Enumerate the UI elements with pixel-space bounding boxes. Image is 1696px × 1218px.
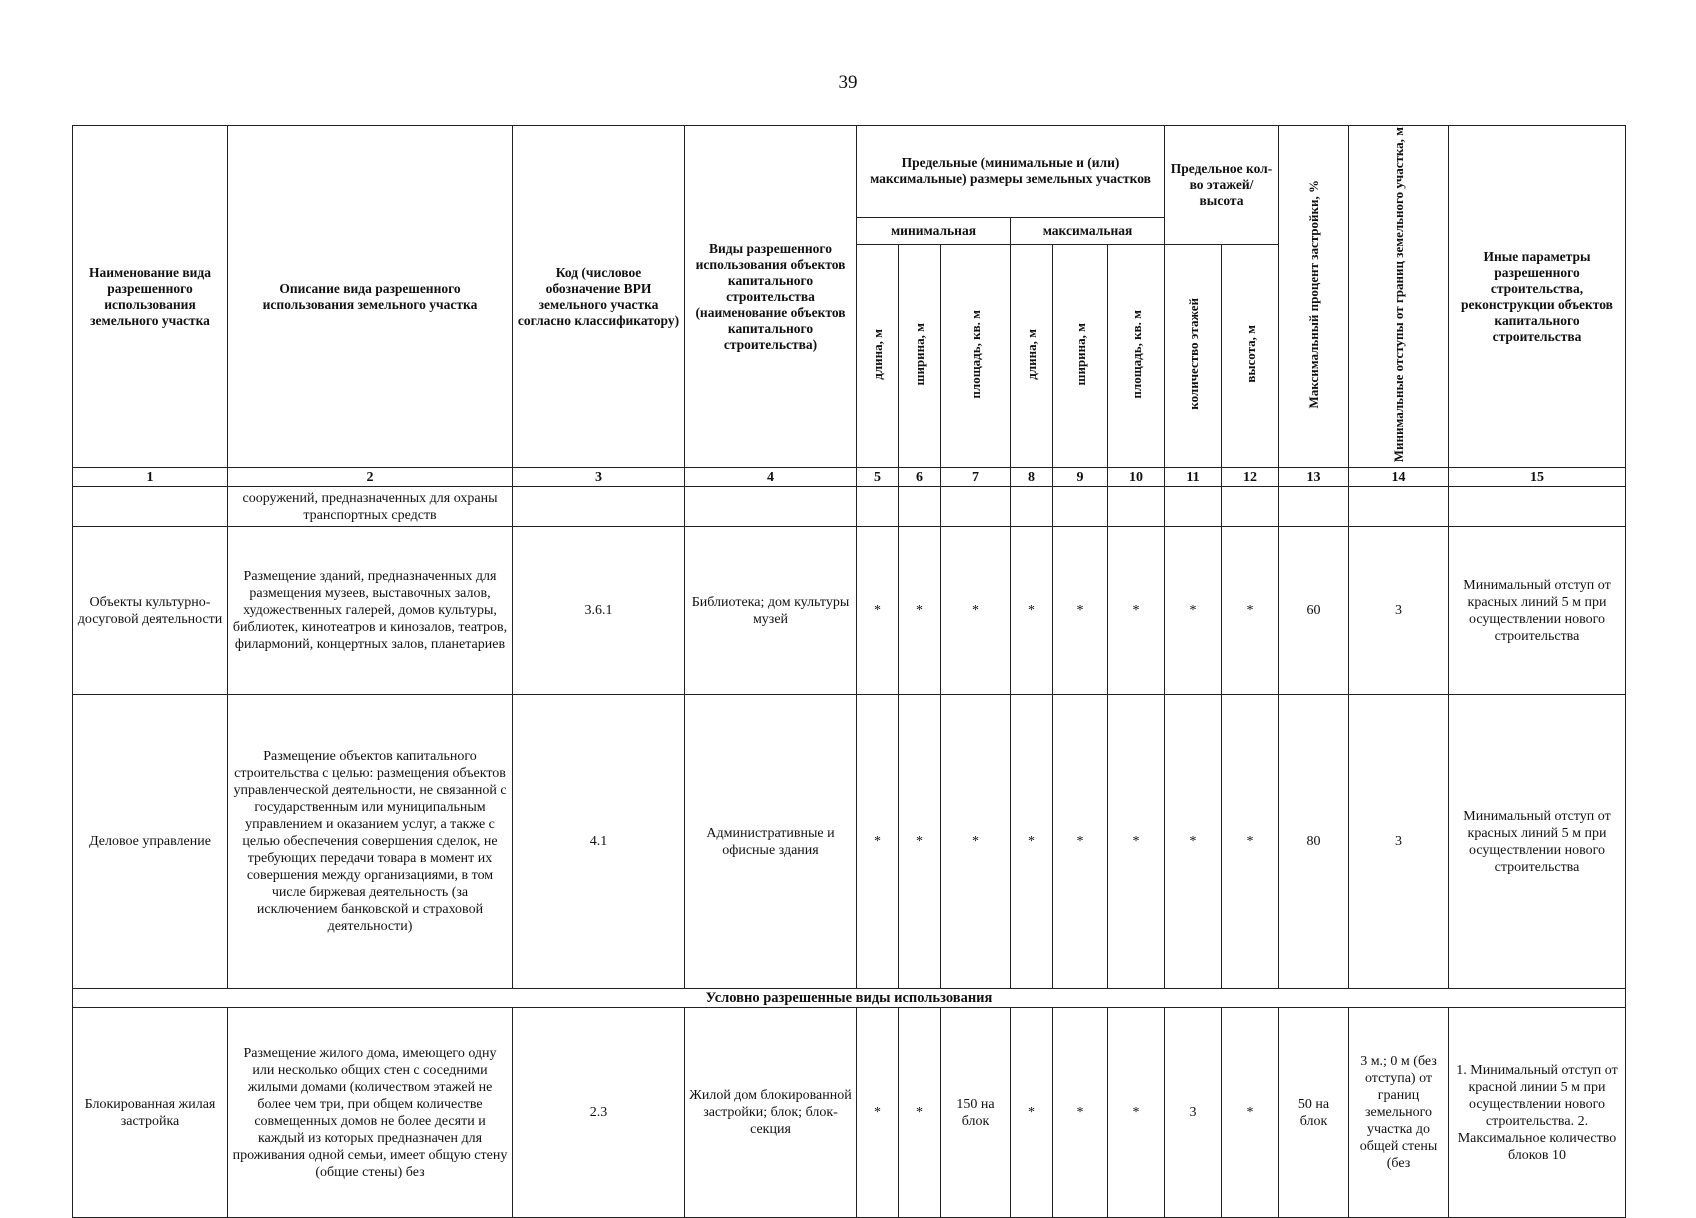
- cell-code: 4.1: [513, 695, 685, 989]
- cell-other: 1. Минимальный отступ от красной линии 5 м при осуществлении нового строительства. 2. Максимальное количество блоков 10: [1449, 1008, 1626, 1218]
- header-min-area: [941, 244, 1011, 467]
- cell-value: *: [1108, 527, 1165, 695]
- cell-value: 50 на блок: [1279, 1008, 1349, 1218]
- cell-value: *: [857, 695, 899, 989]
- cell-description: Размещение зданий, предназначенных для размещения музеев, выставочных залов, художественных галерей, домов культуры, библиотек, кинотеатров и кинозалов, театров, филармоний, концертных залов, планетариев: [228, 527, 513, 695]
- cell-value: 3: [1349, 695, 1449, 989]
- cell-value: *: [899, 695, 941, 989]
- column-number: 11: [1165, 468, 1222, 487]
- cell-value: *: [1011, 1008, 1053, 1218]
- cell-value: [1222, 487, 1279, 527]
- cell-value: [1279, 487, 1349, 527]
- column-number: 13: [1279, 468, 1349, 487]
- header-plot-sizes: Предельные (минимальные и (или) максимальные) размеры земельных участков: [857, 126, 1165, 218]
- cell-value: *: [899, 527, 941, 695]
- cell-code: 2.3: [513, 1008, 685, 1218]
- header-height-label: высота, м: [1242, 325, 1258, 383]
- header-min-area-label: площадь, кв. м: [968, 309, 983, 399]
- cell-value: 60: [1279, 527, 1349, 695]
- cell-value: [1349, 487, 1449, 527]
- cell-value: [941, 487, 1011, 527]
- cell-objects: Жилой дом блокированной застройки; блок; блок-секция: [685, 1008, 857, 1218]
- cell-value: *: [1011, 527, 1053, 695]
- cell-value: *: [1053, 1008, 1108, 1218]
- header-row: [73, 126, 1626, 218]
- header-floor-count-label: количество этажей: [1185, 298, 1201, 410]
- column-number-row: [73, 468, 1626, 487]
- cell-value: *: [1053, 695, 1108, 989]
- cell-objects: Административные и офисные здания: [685, 695, 857, 989]
- column-number: 7: [941, 468, 1011, 487]
- cell-value: *: [1108, 695, 1165, 989]
- cell-value: *: [1165, 695, 1222, 989]
- column-number: 9: [1053, 468, 1108, 487]
- regulations-table: [72, 125, 1626, 1218]
- cell-value: 80: [1279, 695, 1349, 989]
- cell-value: [1108, 487, 1165, 527]
- header-min-length-label: длина, м: [870, 328, 885, 380]
- cell-objects: Библиотека; дом культуры музей: [685, 527, 857, 695]
- column-number: 6: [899, 468, 941, 487]
- cell-value: *: [1165, 527, 1222, 695]
- cell-name: Объекты культурно-досуговой деятельности: [73, 527, 228, 695]
- header-max-area: [1108, 244, 1165, 467]
- header-max: максимальная: [1011, 217, 1165, 244]
- cell-value: *: [1011, 695, 1053, 989]
- column-number: 4: [685, 468, 857, 487]
- header-max-area-label: площадь, кв. м: [1128, 309, 1144, 399]
- table-row: [73, 487, 1626, 527]
- header-min: минимальная: [857, 217, 1011, 244]
- header-floors-height: Предельное кол-во этажей/высота: [1165, 126, 1279, 245]
- column-number: 15: [1449, 468, 1626, 487]
- column-number: 10: [1108, 468, 1165, 487]
- cell-value: [1011, 487, 1053, 527]
- cell-code: 3.6.1: [513, 527, 685, 695]
- table-row: [73, 1008, 1626, 1218]
- header-max-width-label: ширина, м: [1072, 322, 1088, 386]
- cell-value: [899, 487, 941, 527]
- header-min-width-label: ширина, м: [912, 322, 927, 386]
- header-name: Наименование вида разрешенного использования земельного участка: [73, 126, 228, 468]
- cell-value: *: [1108, 1008, 1165, 1218]
- header-other-params: Иные параметры разрешенного строительства, реконструкции объектов капитального строительства: [1449, 126, 1626, 468]
- cell-description: Размещение объектов капитального строительства с целью: размещения объектов управленческой деятельности, не связанной с государственным или муниципальным управлением и оказанием услуг, а также с целью обеспечения совершения сделок, не требующих передачи товара в момент их совершения между организациями, в том числе биржевая деятельность (за исключением банковской и страховой деятельности): [228, 695, 513, 989]
- header-code: Код (числовое обозначение ВРИ земельного участка согласно классификатору): [513, 126, 685, 468]
- column-number: 12: [1222, 468, 1279, 487]
- header-max-length: [1011, 244, 1053, 467]
- column-number: 3: [513, 468, 685, 487]
- cell-value: 3 м.; 0 м (без отступа) от границ земельного участка до общей стены (без: [1349, 1008, 1449, 1218]
- cell-value: *: [1222, 527, 1279, 695]
- cell-value: *: [941, 527, 1011, 695]
- cell-description: Размещение жилого дома, имеющего одну или несколько общих стен с соседними жилыми домами (количеством этажей не более чем три, при общем количестве совмещенных домов не более десяти и каждый из которых предназначен для проживания одной семьи, имеет общую стену (общие стены) без: [228, 1008, 513, 1218]
- header-min-width: [899, 244, 941, 467]
- header-height: [1222, 244, 1279, 467]
- page-number: 39: [838, 72, 858, 93]
- column-number: 2: [228, 468, 513, 487]
- cell-name: Деловое управление: [73, 695, 228, 989]
- cell-value: [857, 487, 899, 527]
- cell-value: *: [1222, 1008, 1279, 1218]
- header-objects: Виды разрешенного использования объектов капитального строительства (наименование объектов капитального строительства): [685, 126, 857, 468]
- header-max-coverage: [1279, 126, 1349, 468]
- column-number: 14: [1349, 468, 1449, 487]
- cell-description: сооружений, предназначенных для охраны транспортных средств: [228, 487, 513, 527]
- cell-value: *: [1222, 695, 1279, 989]
- header-min-setbacks-label: Минимальные отступы от границ земельного участка, м: [1391, 127, 1406, 463]
- cell-other: [1449, 487, 1626, 527]
- cell-code: [513, 487, 685, 527]
- header-max-coverage-label: Максимальный процент застройки, %: [1306, 180, 1321, 409]
- cell-value: [1165, 487, 1222, 527]
- cell-value: *: [857, 1008, 899, 1218]
- cell-value: *: [899, 1008, 941, 1218]
- column-number: 8: [1011, 468, 1053, 487]
- cell-other: Минимальный отступ от красных линий 5 м при осуществлении нового строительства: [1449, 527, 1626, 695]
- table-row: [73, 527, 1626, 695]
- header-min-setbacks: [1349, 126, 1449, 468]
- section-row: [73, 989, 1626, 1008]
- header-max-length-label: длина, м: [1024, 328, 1039, 380]
- cell-value: *: [1053, 527, 1108, 695]
- column-number: 1: [73, 468, 228, 487]
- cell-other: Минимальный отступ от красных линий 5 м при осуществлении нового строительства: [1449, 695, 1626, 989]
- header-description: Описание вида разрешенного использования земельного участка: [228, 126, 513, 468]
- header-min-length: [857, 244, 899, 467]
- cell-name: Блокированная жилая застройка: [73, 1008, 228, 1218]
- cell-value: 3: [1165, 1008, 1222, 1218]
- cell-name: [73, 487, 228, 527]
- cell-value: *: [857, 527, 899, 695]
- cell-value: [1053, 487, 1108, 527]
- cell-value: 150 на блок: [941, 1008, 1011, 1218]
- header-floor-count: [1165, 244, 1222, 467]
- table-row: [73, 695, 1626, 989]
- cell-value: 3: [1349, 527, 1449, 695]
- header-max-width: [1053, 244, 1108, 467]
- column-number: 5: [857, 468, 899, 487]
- cell-value: *: [941, 695, 1011, 989]
- cell-objects: [685, 487, 857, 527]
- section-title: Условно разрешенные виды использования: [73, 989, 1626, 1008]
